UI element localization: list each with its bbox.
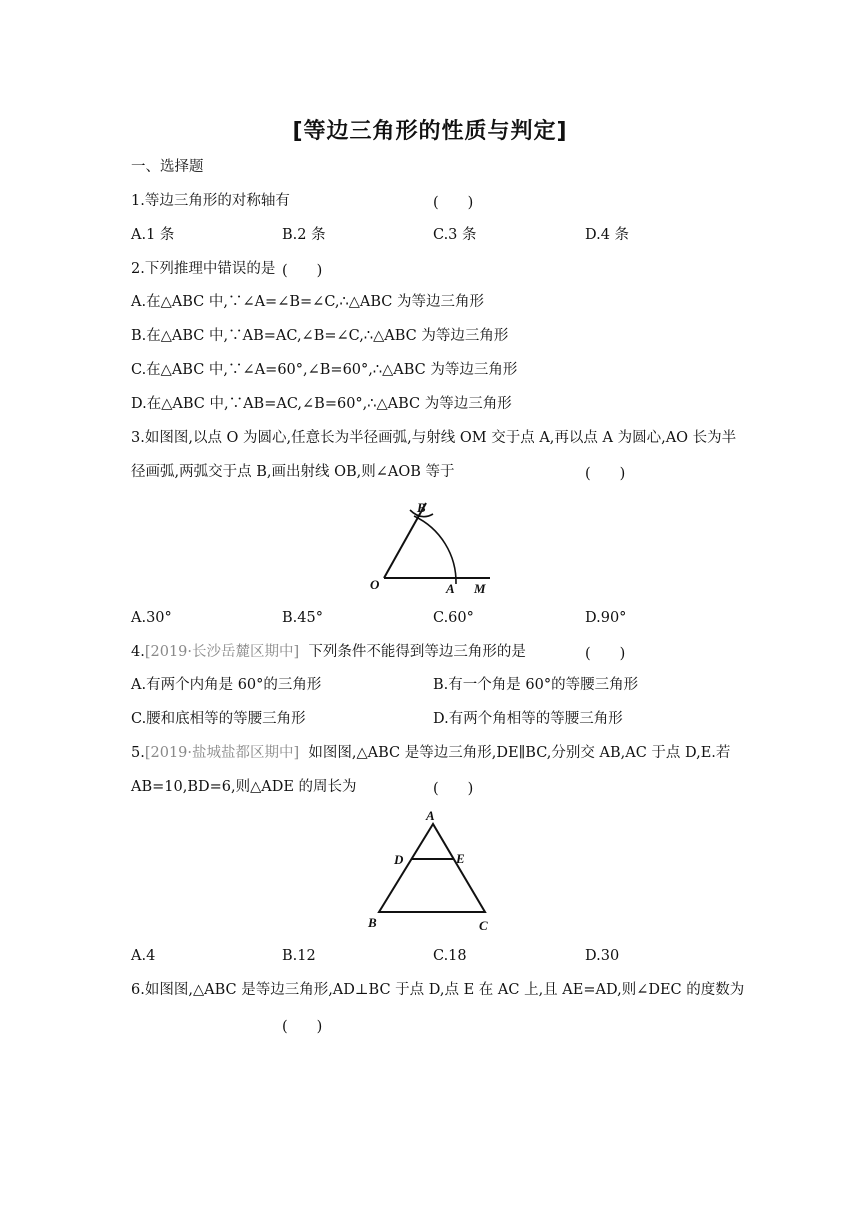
option-c: C.3 条: [433, 227, 477, 243]
answer-blank: ( ): [433, 195, 474, 211]
option-a: A.30°: [131, 610, 172, 626]
label-a: A: [446, 581, 455, 596]
question-stem: 6.如图图,△ABC 是等边三角形,AD⊥BC 于点 D,点 E 在 AC 上,且 AE=AD,则∠DEC 的度数为: [131, 982, 745, 998]
option-c: C.在△ABC 中,∵∠A=60°,∠B=60°,∴△ABC 为等边三角形: [131, 362, 518, 378]
option-b: B.12: [282, 948, 316, 964]
answer-blank: ( ): [433, 781, 474, 797]
option-d: D.90°: [585, 610, 627, 626]
question-stem: 2.下列推理中错误的是: [131, 261, 276, 277]
question-number: 5.: [131, 745, 145, 761]
option-b: B.45°: [282, 610, 323, 626]
section-heading: 一、选择题: [131, 159, 204, 175]
question-stem-line2: 径画弧,两弧交于点 B,画出射线 OB,则∠AOB 等于: [131, 464, 455, 480]
option-c: C.60°: [433, 610, 474, 626]
option-b: B.在△ABC 中,∵AB=AC,∠B=∠C,∴△ABC 为等边三角形: [131, 328, 509, 344]
option-a: A.1 条: [131, 227, 175, 243]
option-b: B.有一个角是 60°的等腰三角形: [433, 677, 639, 693]
answer-blank: ( ): [282, 1019, 323, 1035]
label-m: M: [474, 581, 486, 596]
option-a: A.在△ABC 中,∵∠A=∠B=∠C,∴△ABC 为等边三角形: [131, 294, 484, 310]
question-stem-line1: 3.如图图,以点 O 为圆心,任意长为半径画弧,与射线 OM 交于点 A,再以点 A 为圆心,AO 长为半: [131, 430, 737, 446]
answer-blank: ( ): [282, 263, 323, 279]
option-d: D.在△ABC 中,∵AB=AC,∠B=60°,∴△ABC 为等边三角形: [131, 396, 512, 412]
answer-blank: ( ): [585, 466, 626, 482]
question-number: 4.: [131, 644, 145, 660]
question-text: 下列条件不能得到等边三角形的是: [308, 644, 526, 660]
label-c: C: [479, 918, 488, 933]
option-d: D.有两个角相等的等腰三角形: [433, 711, 623, 727]
option-c: C.腰和底相等的等腰三角形: [131, 711, 306, 727]
option-d: D.30: [585, 948, 620, 964]
question-stem: 1.等边三角形的对称轴有: [131, 193, 290, 209]
label-a: A: [426, 808, 435, 823]
answer-blank: ( ): [585, 646, 626, 662]
question-source: [2019·长沙岳麓区期中]: [144, 644, 300, 660]
label-e: E: [456, 851, 465, 866]
option-a: A.有两个内角是 60°的三角形: [131, 677, 322, 693]
option-c: C.18: [433, 948, 467, 964]
question-source: [2019·盐城盐都区期中]: [144, 745, 300, 761]
label-b: B: [368, 915, 377, 930]
question-text: 如图图,△ABC 是等边三角形,DE∥BC,分别交 AB,AC 于点 D,E.若: [308, 745, 731, 761]
page-title: [等边三角形的性质与判定]: [292, 119, 568, 144]
question-stem-line2: AB=10,BD=6,则△ADE 的周长为: [131, 779, 357, 795]
label-b: B: [417, 500, 426, 515]
label-d: D: [394, 852, 404, 867]
option-b: B.2 条: [282, 227, 326, 243]
option-a: A.4: [131, 948, 156, 964]
label-o: O: [370, 577, 380, 592]
triangle-abc: [379, 824, 485, 912]
option-d: D.4 条: [585, 227, 630, 243]
